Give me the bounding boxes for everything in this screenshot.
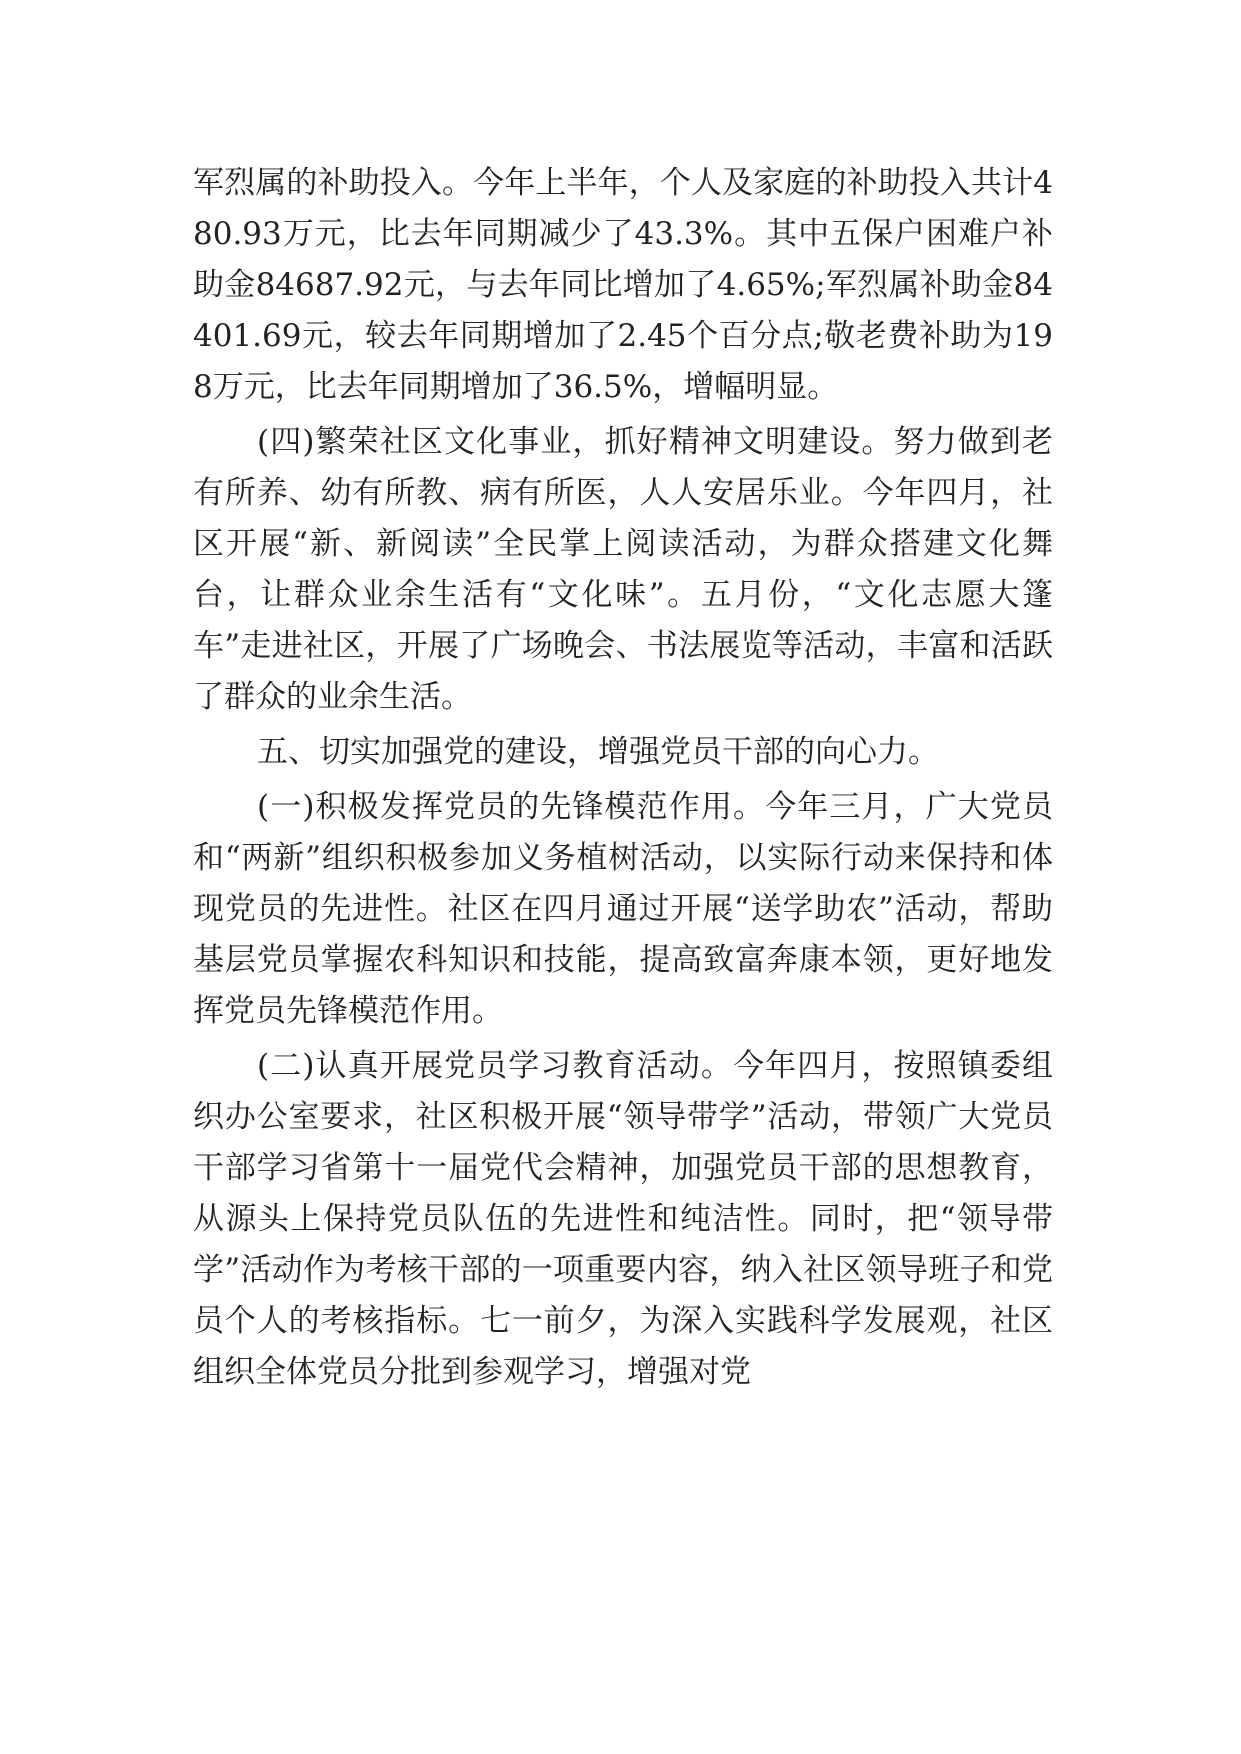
document-body — [193, 158, 1053, 1402]
paragraph-culture: (四)繁荣社区文化事业，抓好精神文明建设。努力做到老有所养、幼有所教、病有所医，人人安居乐业。今年四月，社区开展“新、新阅读”全民掌上阅读活动，为群众搭建文化舞台，让群众业余生活有“文化味”。五月份，“文化志愿大篷车”走进社区，开展了广场晚会、书法展览等活动，丰富和活跃了群众的业余生活。 — [193, 424, 1053, 715]
paragraph-study-education: (二)认真开展党员学习教育活动。今年四月，按照镇委组织办公室要求，社区积极开展“领导带学”活动，带领广大党员干部学习省第十一届党代会精神，加强党员干部的思想教育，从源头上保持党员队伍的先进性和纯洁性。同时，把“领导带学”活动作为考核干部的一项重要内容，纳入社区领导班子和党员个人的考核指标。七一前夕，为深入实践科学发展观，社区组织全体党员分批到参观学习，增强对党 — [193, 1048, 1053, 1390]
paragraph-subsidy: 军烈属的补助投入。今年上半年，个人及家庭的补助投入共计480.93万元，比去年同期减少了43.3%。其中五保户困难户补助金84687.92元，与去年同比增加了4.65%;军烈属补助金84401.69元，较去年同期增加了2.45个百分点;敬老费补助为198万元，比去年同期增加了36.5%，增幅明显。 — [193, 165, 1053, 405]
paragraph-vanguard-role: (一)积极发挥党员的先锋模范作用。今年三月，广大党员和“两新”组织积极参加义务植树活动，以实际行动来保持和体现党员的先进性。社区在四月通过开展“送学助农”活动，帮助基层党员掌握农科知识和技能，提高致富奔康本领，更好地发挥党员先锋模范作用。 — [193, 789, 1053, 1029]
section-heading-party-building: 五、切实加强党的建设，增强党员干部的向心力。 — [257, 734, 939, 770]
